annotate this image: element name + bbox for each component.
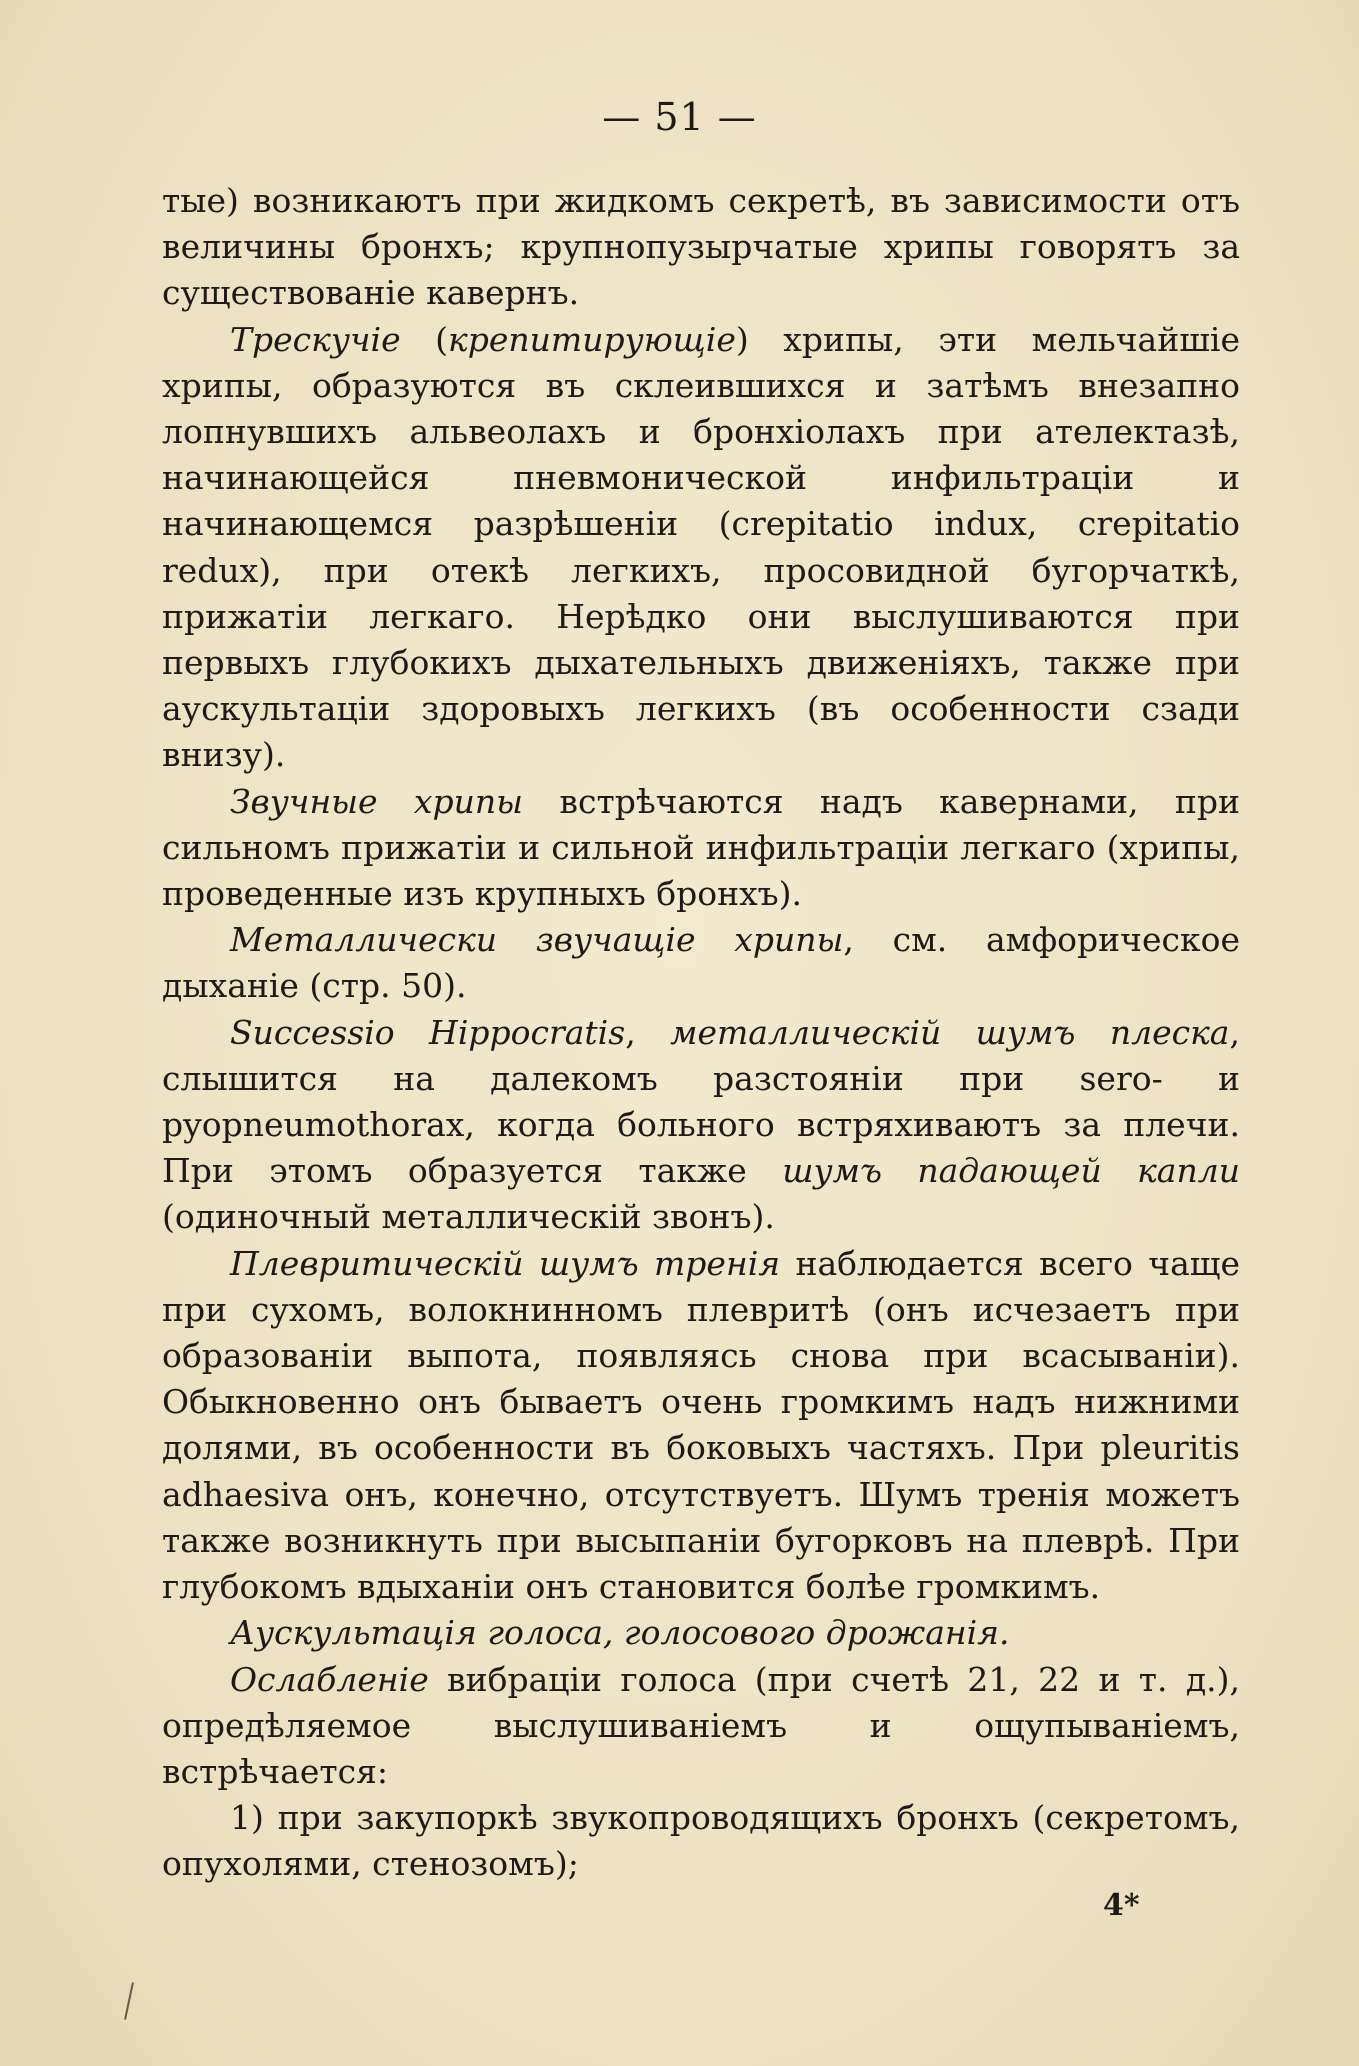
text-run: , слышится на далекомъ разстояніи при sero- и pyopneumothorax, когда больного встряхиваютъ за плечи. При этомъ образуется также: [162, 1012, 1240, 1191]
text-run: (одиночный металлическій звонъ).: [162, 1197, 775, 1237]
text-run: встрѣчаются надъ кавернами, при сильномъ прижатіи и сильной инфильтраціи легкаго (хрипы, проведенные изъ крупныхъ бронхъ).: [162, 781, 1240, 914]
paragraph: [162, 1657, 1240, 1796]
signature-mark: 4*: [1103, 1888, 1140, 1923]
paragraph: [162, 317, 1240, 779]
paragraph: [162, 1610, 1240, 1656]
italic-term: шумъ падающей капли: [782, 1151, 1240, 1191]
text-run: ,: [625, 1012, 671, 1052]
paragraph: [162, 1241, 1240, 1611]
text-run: тые) возникаютъ при жидкомъ секретѣ, въ зависимости отъ величины бронхъ; крупнопузырчатые хрипы говорятъ за существованіе кавернъ.: [162, 181, 1240, 313]
body-text: [162, 178, 1240, 1888]
italic-term: Звучные хрипы: [230, 781, 524, 821]
paragraph: [162, 917, 1240, 1009]
paragraph: [162, 178, 1240, 317]
text-run: ) хрипы, эти мельчайшіе хрипы, образуются въ склеившихся и затѣмъ внезапно лопнувшихъ альвеолахъ и бронхіолахъ при ателектазѣ, начинающейся пневмонической инфильтраціи и начинающемся разрѣшеніи (crepitatio indux, crepitatio redux), при отекѣ легкихъ, просовидной бугорчаткѣ, прижатіи легкаго. Нерѣдко они выслушиваются при первыхъ глубокихъ дыхательныхъ движеніяхъ, также при аускультаціи здоровыхъ легкихъ (въ особенности сзади внизу).: [162, 319, 1240, 775]
text-run: вибраціи голоса (при счетѣ 21, 22 и т. д.), опредѣляемое выслушиваніемъ и ощупываніемъ, встрѣчается:: [162, 1659, 1240, 1791]
paragraph: [162, 779, 1240, 918]
italic-term: Трескучіе: [230, 319, 401, 359]
paragraph: [162, 1010, 1240, 1241]
italic-term: Successio Hippocratis: [230, 1012, 626, 1052]
italic-term: Аускультація голоса, голосового дрожанія.: [230, 1613, 1010, 1653]
italic-term: Ослабленіе: [230, 1659, 429, 1699]
text-run: (: [400, 319, 449, 359]
paragraph: [162, 1795, 1240, 1887]
italic-term: крепитирующіе: [448, 319, 736, 359]
text-run: , см. амфорическое дыханіе (стр. 50).: [162, 920, 1241, 1006]
italic-term: металлическій шумъ плеска: [670, 1012, 1230, 1052]
italic-term: Металлически звучащіе хрипы: [230, 920, 844, 960]
margin-pencil-mark: [124, 1982, 134, 2020]
page-number: — 51 —: [602, 95, 757, 139]
text-run: 1) при закупоркѣ звукопроводящихъ бронхъ (секретомъ, опухолями, стенозомъ);: [162, 1798, 1240, 1884]
text-run: наблюдается всего чаще при сухомъ, волокнинномъ плевритѣ (онъ исчезаетъ при образованіи выпота, появляясь снова при всасываніи). Обыкновенно онъ бываетъ очень громкимъ надъ нижними долями, въ особенности въ боковыхъ частяхъ. При pleuritis adhaesiva онъ, конечно, отсутствуетъ. Шумъ тренія можетъ также возникнуть при высыпаніи бугорковъ на плеврѣ. При глубокомъ вдыханіи онъ становится болѣе громкимъ.: [162, 1243, 1240, 1607]
italic-term: Плевритическій шумъ тренія: [230, 1243, 781, 1283]
